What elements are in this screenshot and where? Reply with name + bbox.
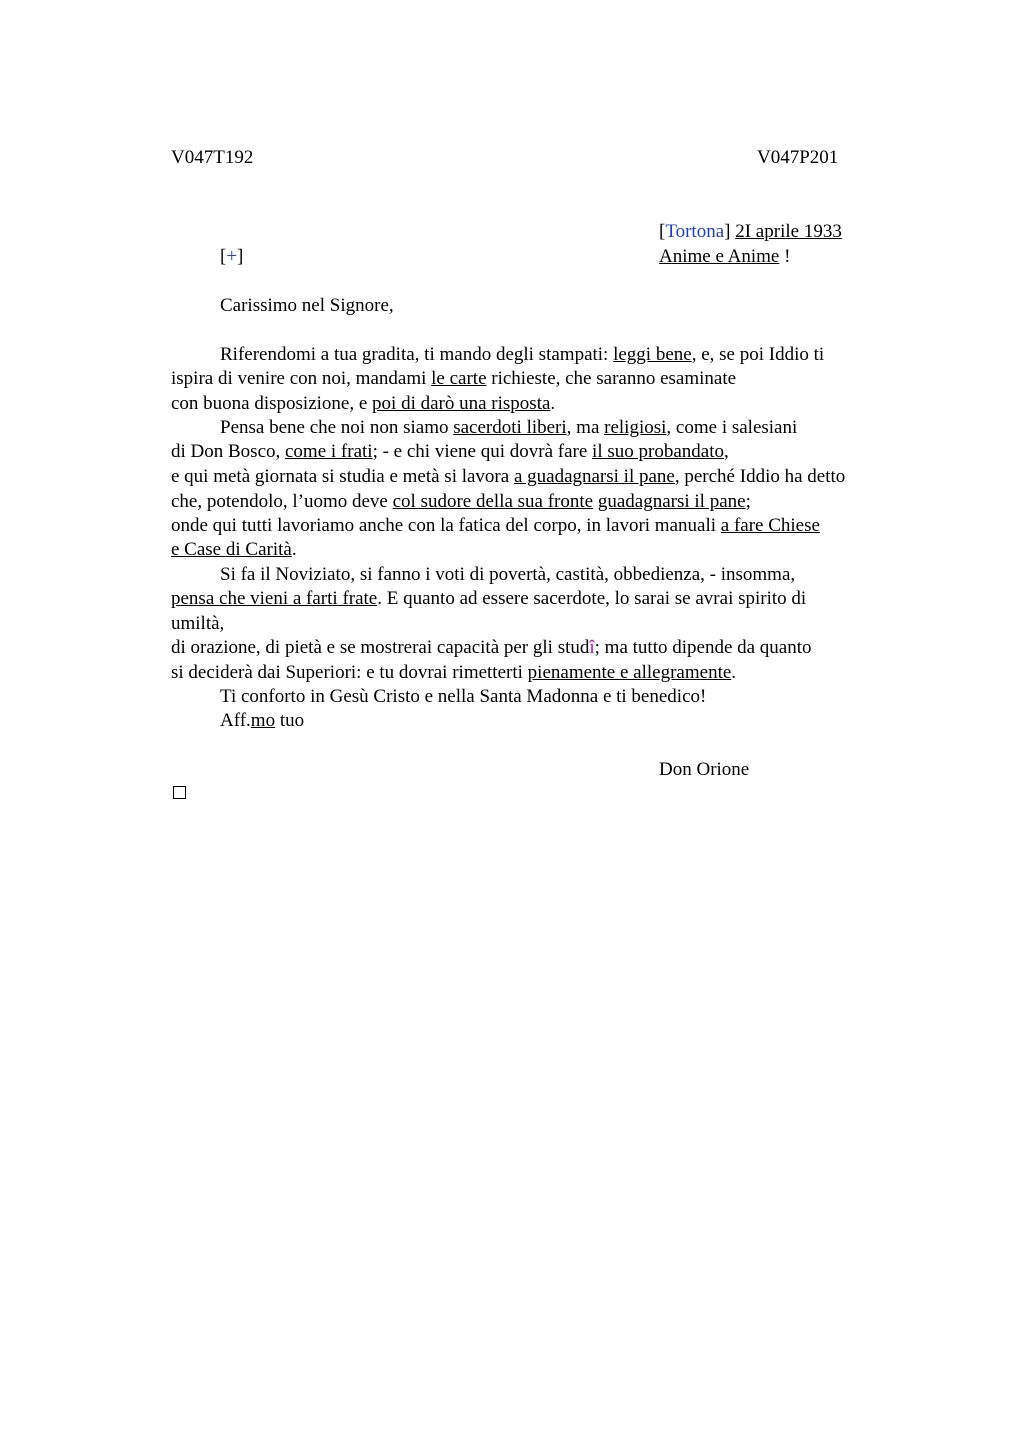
text-run: di Don Bosco,: [171, 441, 285, 462]
text-run: e qui metà giornata si studia e metà si lavora: [171, 466, 514, 487]
text-run: ; ma tutto dipende da quanto: [594, 637, 812, 658]
salutation: Carissimo nel Signore,: [220, 295, 394, 316]
body-line-6: [171, 465, 845, 489]
text-run: tuo: [275, 710, 305, 731]
text-run: ispira di venire con noi, mandami: [171, 368, 432, 389]
text-run: si deciderà dai Superiori: e tu dovrai rimetterti: [171, 662, 528, 683]
body-line-2: [171, 367, 736, 391]
body-line-7: [171, 490, 751, 514]
body-line-10: Si fa il Noviziato, si fanno i voti di povertà, castità, obbedienza, - insomma,: [220, 564, 796, 585]
text-run: , ma: [566, 417, 605, 438]
cross-symbol: +: [226, 246, 238, 267]
text-run: richieste, che saranno esaminate: [486, 368, 737, 389]
text-run: ;: [745, 491, 751, 512]
signature: Don Orione: [659, 759, 750, 780]
motto: [659, 245, 790, 269]
bracket-open: [: [659, 221, 666, 242]
underlined-text: mo: [250, 710, 276, 731]
cross-bracket-open: [: [220, 246, 227, 267]
editorial-mark: î: [589, 637, 595, 658]
underlined-text: col sudore della sua fronte: [392, 491, 594, 512]
underlined-text: il suo probandato: [592, 441, 724, 462]
text-run: . E quanto ad essere sacerdote, lo sarai se avrai spirito di: [377, 588, 807, 609]
body-line-9: [171, 538, 297, 562]
underlined-text: poi di darò una risposta: [372, 393, 551, 414]
underlined-text: come i frati: [285, 441, 373, 462]
cross-bracket-close: ]: [237, 246, 244, 267]
body-line-1: [220, 343, 824, 367]
text-run: .: [550, 393, 556, 414]
underlined-text: sacerdoti liberi: [453, 417, 567, 438]
underlined-text: pensa che vieni a farti frate: [171, 588, 378, 609]
body-line-15: Ti conforto in Gesù Cristo e nella Santa Madonna e ti benedico!: [220, 686, 707, 707]
body-line-12: umiltà,: [171, 613, 225, 634]
underlined-text: religiosi: [604, 417, 667, 438]
body-line-13: [171, 636, 812, 660]
text-run: .: [731, 662, 737, 683]
body-line-11: [171, 587, 806, 611]
underlined-text: leggi bene: [613, 344, 692, 365]
body-line-3: [171, 392, 555, 416]
cross-mark: [220, 245, 243, 269]
motto-tail: !: [779, 246, 791, 267]
text-run: Riferendomi a tua gradita, ti mando degli stampati:: [220, 344, 614, 365]
underlined-text: e Case di Carità: [171, 539, 292, 560]
text-run: che, potendolo, l’uomo deve: [171, 491, 393, 512]
text-run: .: [291, 539, 297, 560]
underlined-text: a guadagnarsi il pane: [513, 466, 675, 487]
text-run: di orazione, di pietà e se mostrerai capacità per gli stud: [171, 637, 590, 658]
underlined-text: pienamente e allegramente: [527, 662, 732, 683]
text-run: , e, se poi Iddio ti: [691, 344, 825, 365]
text-run: ; - e chi viene qui dovrà fare: [372, 441, 593, 462]
bracket-close: ]: [724, 221, 731, 242]
end-box-icon: [173, 786, 186, 799]
text-run: , come i salesiani: [666, 417, 798, 438]
document-code-left: V047T192: [171, 147, 254, 168]
underlined-text: guadagnarsi il pane: [597, 491, 746, 512]
letter-date: 2I aprile 1933: [735, 221, 842, 242]
text-run: onde qui tutti lavoriamo anche con la fatica del corpo, in lavori manuali: [171, 515, 721, 536]
text-run: , perché Iddio ha detto: [674, 466, 846, 487]
body-line-14: [171, 661, 736, 685]
body-line-8: [171, 514, 820, 538]
place-name: Tortona: [665, 221, 725, 242]
text-run: con buona disposizione, e: [171, 393, 373, 414]
text-run: Pensa bene che noi non siamo: [220, 417, 454, 438]
document-code-right: V047P201: [757, 147, 839, 168]
underlined-text: a fare Chiese: [720, 515, 820, 536]
closing-line: [220, 709, 304, 733]
text-run: ,: [723, 441, 729, 462]
body-line-4: [220, 416, 797, 440]
text-run: Aff.: [220, 710, 251, 731]
place-date-line: [659, 220, 842, 244]
motto-text: Anime e Anime: [659, 246, 780, 267]
underlined-text: le carte: [431, 368, 487, 389]
body-line-5: [171, 440, 729, 464]
